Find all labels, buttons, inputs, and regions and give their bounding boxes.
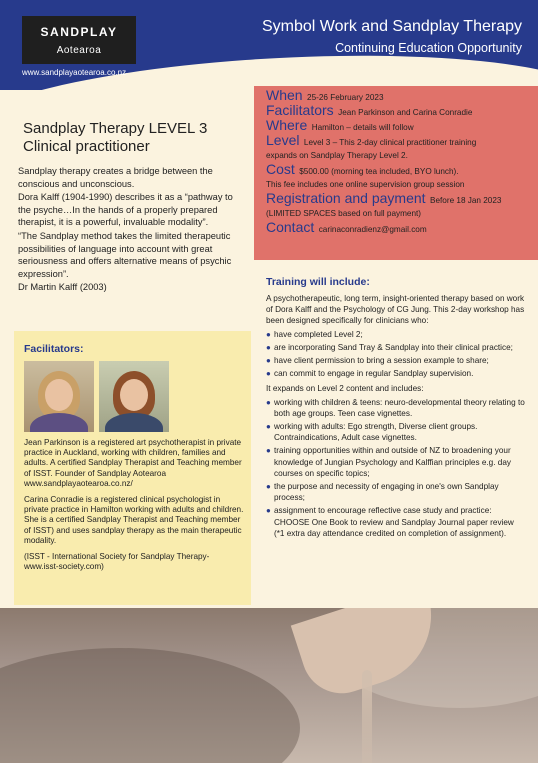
level-row (266, 134, 530, 149)
training-intro: A psychotherapeutic, long term, insight-oriented therapy based on work of Dora Kalff and the Psychology of CG Jung. This 2-day workshop has been designed specifically for clinicians who: (266, 294, 525, 326)
level-value: Level 3 – This 2-day clinical practitioner training (303, 138, 477, 147)
list-item: ● the purpose and necessity of engaging in one's own Sandplay process; (266, 482, 499, 503)
intro-column (18, 112, 246, 294)
when-label: When (266, 87, 303, 103)
bullet-icon: ● (266, 397, 271, 407)
list-item: ● are incorporating Sand Tray & Sandplay into their clinical practice; (266, 342, 513, 352)
content-list (266, 397, 526, 539)
sandplay-logo[interactable] (22, 16, 136, 64)
contact-row (266, 221, 530, 236)
logo-line-2: Aotearoa (56, 45, 102, 56)
quote-attribution: Dr Martin Kalff (2003) (18, 282, 107, 293)
cost-row (266, 163, 530, 178)
contact-label: Contact (266, 219, 315, 235)
when-value: 25-26 February 2023 (307, 93, 384, 102)
list-item: ● training opportunities within and outside of NZ to broadening your knowledge of Jungian Psychology and Kalffian principles e.g. day courses on specific topics; (266, 446, 511, 478)
where-row (266, 119, 530, 134)
training-expands: It expands on Level 2 content and includes: (266, 384, 424, 394)
intro-quote: “The Sandplay method takes the limited therapeutic possibilities of language into account with great seriousness and offers alternative means of psychic expression”. (18, 230, 232, 279)
registration-extra: (LIMITED SPACES based on full payment) (266, 209, 422, 218)
registration-value: Before 18 Jan 2023 (430, 196, 502, 205)
level-label: Level (266, 132, 300, 148)
cost-label: Cost (266, 161, 295, 177)
list-item: ● can commit to engage in regular Sandplay supervision. (266, 369, 474, 379)
cost-value: $500.00 (morning tea included, BYO lunch). (299, 167, 459, 176)
bio-jean: Jean Parkinson is a registered art psychotherapist in private practice in Auckland, working with children, families and adults. A certified Sandplay Therapist and Teaching member of ISST. Founder of Sandplay Aotearoa www.sandplayaotearoa.co.nz/ (24, 438, 242, 488)
facilitators-value: Jean Parkinson and Carina Conradie (338, 108, 473, 117)
level-extra: expands on Sandplay Therapy Level 2. (266, 151, 408, 160)
sand-stream (362, 670, 372, 763)
clinician-criteria-list (266, 329, 526, 380)
bullet-icon: ● (266, 329, 271, 339)
list-item: ● have completed Level 2; (266, 329, 363, 339)
sand-hand-photo (0, 608, 538, 763)
intro-paragraph: Sandplay therapy creates a bridge between the conscious and unconscious. (18, 166, 213, 189)
bullet-icon: ● (266, 342, 271, 352)
intro-paragraph: Dora Kalff (1904-1990) describes it as a “pathway to the psyche…In the hands of a properly prepared therapist, it is a powerful, invaluable modality”. (18, 192, 233, 228)
event-details-panel (254, 86, 538, 260)
training-heading: Training will include: (266, 276, 370, 288)
intro-title-line-2: Clinical practitioner (23, 138, 150, 155)
intro-title (23, 120, 246, 156)
facilitators-panel (14, 331, 251, 605)
page-subtitle: Continuing Education Opportunity (335, 41, 522, 55)
intro-text (18, 165, 246, 294)
contact-email-link[interactable]: carinaconradienz@gmail.com (318, 225, 427, 234)
registration-label: Registration and payment (266, 190, 426, 206)
bullet-icon: ● (266, 422, 271, 432)
list-item: ● assignment to encourage reflective case study and practice: CHOOSE One Book to review and Sandplay Journal paper review (*1 extra day attendance credited on completion of assignment). (266, 506, 514, 538)
logo-line-1: SANDPLAY (40, 25, 118, 39)
bullet-icon: ● (266, 446, 271, 456)
bio-carina: Carina Conradie is a registered clinical psychologist in private practice in Hamilton working with adults and children. She is a certified Sandplay Therapist and Teaching member of ISST) and uses sandplay therapy as the main therapeutic modality. (24, 495, 244, 545)
list-item: ● working with children & teens: neuro-developmental theory relating to both age groups. Teen case vignettes. (266, 397, 525, 418)
bullet-icon: ● (266, 482, 271, 492)
list-item: ● working with adults: Ego strength, Diverse client groups. Contraindications, Adult case vignettes. (266, 422, 478, 443)
where-value: Hamilton – details will follow (311, 123, 414, 132)
bullet-icon: ● (266, 356, 271, 366)
header-banner (0, 0, 538, 90)
intro-title-line-1: Sandplay Therapy LEVEL 3 (23, 120, 208, 137)
facilitator-photo-carina (99, 361, 169, 432)
facilitator-bios (24, 438, 246, 578)
bullet-icon: ● (266, 506, 271, 516)
page-title: Symbol Work and Sandplay Therapy (262, 18, 522, 35)
registration-row (266, 192, 530, 207)
cost-extra: This fee includes one online supervision group session (266, 180, 465, 189)
website-link[interactable]: www.sandplayaotearoa.co.nz (22, 68, 127, 77)
where-label: Where (266, 117, 308, 133)
bullet-icon: ● (266, 369, 271, 379)
facilitators-label: Facilitators (266, 102, 334, 118)
facilitators-heading: Facilitators: (24, 343, 84, 355)
list-item: ● have client permission to bring a session example to share; (266, 356, 489, 366)
training-section (266, 276, 526, 543)
facilitator-photo-jean (24, 361, 94, 432)
isst-note: (ISST - International Society for Sandplay Therapy- www.isst-society.com) (24, 552, 210, 572)
